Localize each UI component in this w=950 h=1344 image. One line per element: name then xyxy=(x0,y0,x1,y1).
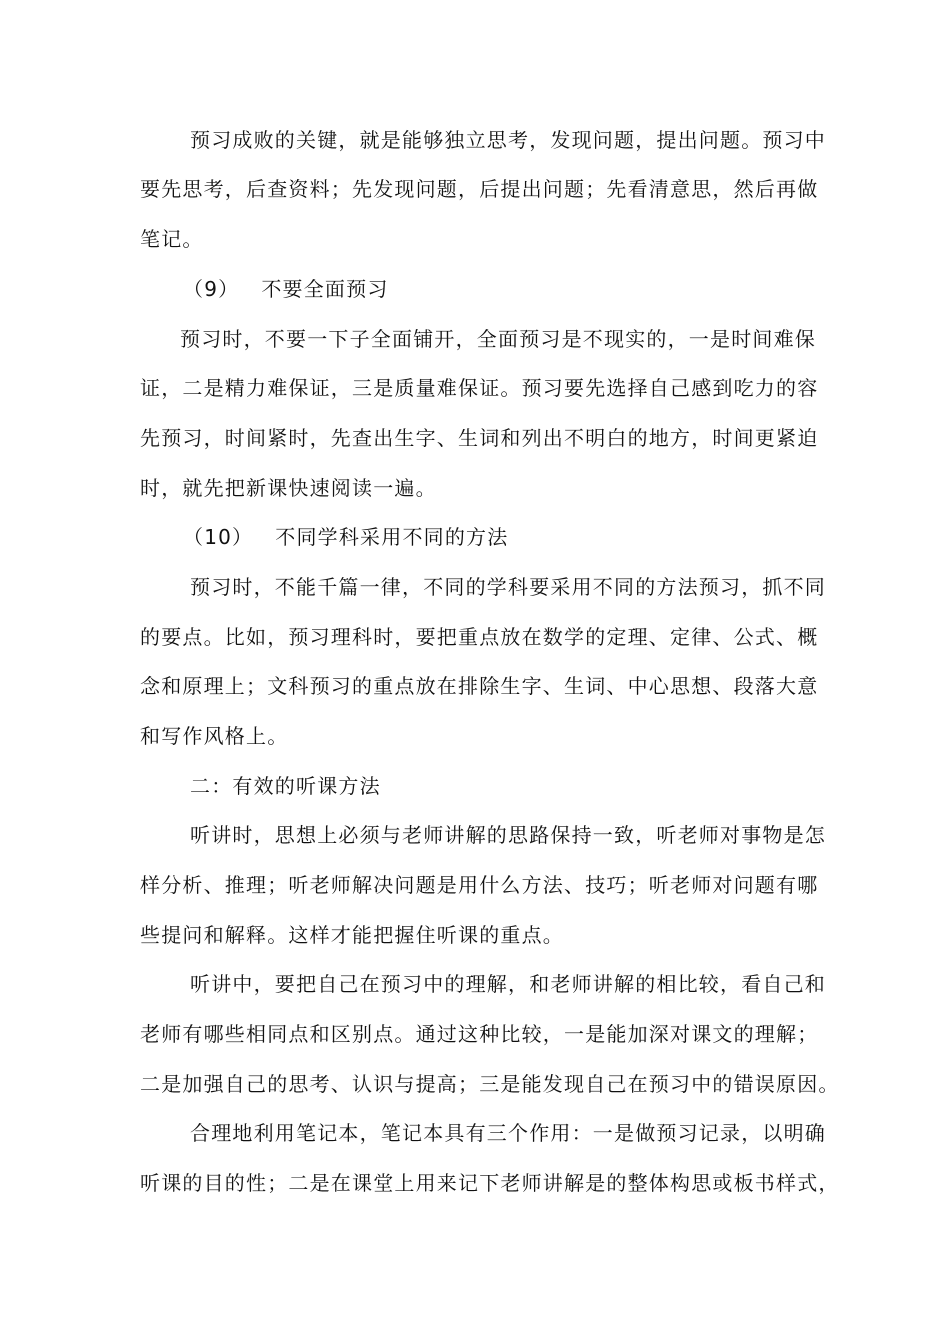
text-line: 老师有哪些相同点和区别点。通过这种比较，一是能加深对课文的理解； xyxy=(140,1022,819,1046)
text-line: 预习时，不要一下子全面铺开，全面预习是不现实的，一是时间难保 xyxy=(180,327,816,351)
text-line: 念和原理上；文科预习的重点放在排除生字、生词、中心思想、段落大意 xyxy=(140,674,819,698)
text-line: 笔记。 xyxy=(140,227,204,251)
text-line: 证，二是精力难保证，三是质量难保证。预习要先选择自己感到吃力的容 xyxy=(140,376,819,400)
heading-title: 不同学科采用不同的方法 xyxy=(275,525,509,549)
text-line: 听课的目的性；二是在课堂上用来记下老师讲解是的整体构思或板书样式， xyxy=(140,1171,840,1195)
text-line: 的要点。比如，预习理科时，要把重点放在数学的定理、定律、公式、概 xyxy=(140,625,819,649)
heading-title: 不要全面预习 xyxy=(261,277,389,301)
section-heading-listening: 二：有效的听课方法 xyxy=(190,774,381,798)
text-line: 二是加强自己的思考、认识与提高；三是能发现自己在预习中的错误原因。 xyxy=(140,1072,840,1096)
text-line: 时，就先把新课快速阅读一遍。 xyxy=(140,476,437,500)
text-line: 听讲中，要把自己在预习中的理解，和老师讲解的相比较，看自己和 xyxy=(190,972,826,996)
text-line: 听讲时，思想上必须与老师讲解的思路保持一致，听老师对事物是怎 xyxy=(190,823,826,847)
text-line: 预习成败的关键，就是能够独立思考，发现问题，提出问题。预习中 xyxy=(190,128,826,152)
heading-number: （10） xyxy=(183,525,254,549)
text-line: 些提问和解释。这样才能把握住听课的重点。 xyxy=(140,923,564,947)
text-line: 要先思考，后查资料；先发现问题，后提出问题；先看清意思，然后再做 xyxy=(140,177,819,201)
text-line: 合理地利用笔记本，笔记本具有三个作用：一是做预习记录，以明确 xyxy=(190,1121,826,1145)
text-line: 和写作风格上。 xyxy=(140,724,289,748)
heading-number: （9） xyxy=(183,277,240,301)
text-line: 样分析、推理；听老师解决问题是用什么方法、技巧；听老师对问题有哪 xyxy=(140,873,819,897)
section-heading-10 xyxy=(183,524,508,550)
text-line: 先预习，时间紧时，先查出生字、生词和列出不明白的地方，时间更紧迫 xyxy=(140,426,819,450)
section-heading-9 xyxy=(183,276,389,302)
text-line: 预习时，不能千篇一律，不同的学科要采用不同的方法预习，抓不同 xyxy=(190,575,826,599)
